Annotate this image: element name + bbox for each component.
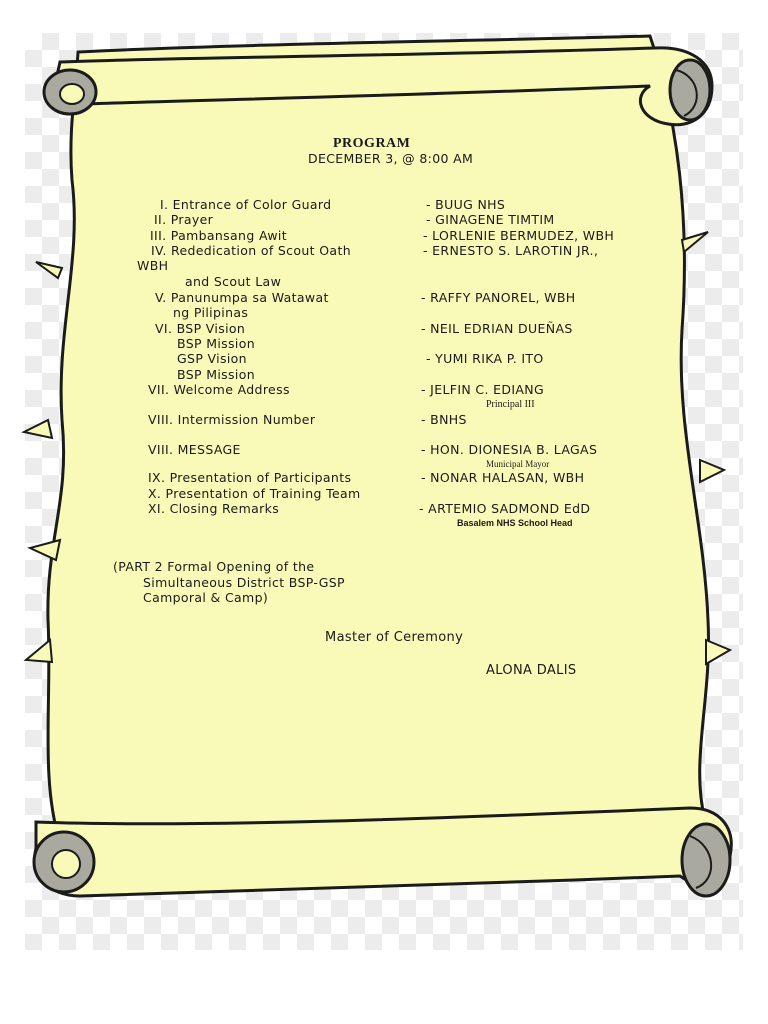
program-item-11-performer: - NONAR HALASAN, WBH [421,470,585,485]
program-item-13-performer-title: Basalem NHS School Head [457,518,573,528]
program-item-8-label: VII. Welcome Address [148,382,290,397]
program-item-4-continuation: and Scout Law [185,274,282,289]
program-item-9-label: VIII. Intermission Number [148,412,316,427]
program-item-6-performer: - NEIL EDRIAN DUEÑAS [421,321,573,336]
program-item-6-continuation: BSP Mission [177,336,255,351]
program-item-4-performer: - ERNESTO S. LAROTIN JR., [423,243,599,258]
master-of-ceremony-label: Master of Ceremony [325,630,464,645]
program-item-4-wrap: WBH [137,258,169,273]
part2-line-1: (PART 2 Formal Opening of the [113,559,315,574]
master-of-ceremony-name: ALONA DALIS [486,663,577,678]
program-item-5-performer: - RAFFY PANOREL, WBH [421,290,576,305]
program-item-8-performer: - JELFIN C. EDIANG [421,382,545,397]
program-item-13-performer: - ARTEMIO SADMOND EdD [419,501,591,516]
program-item-9-performer: - BNHS [421,412,467,427]
program-item-2-performer: - GINAGENE TIMTIM [426,212,555,227]
program-item-7-performer: - YUMI RIKA P. ITO [426,351,544,366]
program-item-10-label: VIII. MESSAGE [148,442,241,457]
program-item-5-label: V. Panunumpa sa Watawat [155,290,329,305]
program-item-5-continuation: ng Pilipinas [173,305,249,320]
program-item-3-label: III. Pambansang Awit [150,228,287,243]
program-item-3-performer: - LORLENIE BERMUDEZ, WBH [423,228,615,243]
program-item-10-performer: - HON. DIONESIA B. LAGAS [421,442,598,457]
program-item-7-continuation: BSP Mission [177,367,255,382]
program-item-6-label: VI. BSP Vision [155,321,246,336]
program-item-7-label: GSP Vision [177,351,247,366]
program-item-2-label: II. Prayer [154,212,214,227]
program-item-8-performer-title: Principal III [486,399,535,410]
program-item-12-label: X. Presentation of Training Team [148,486,361,501]
program-item-11-label: IX. Presentation of Participants [148,470,352,485]
program-title: PROGRAM [333,136,411,151]
program-item-1-performer: - BUUG NHS [426,197,506,212]
part2-line-3: Camporal & Camp) [143,590,269,605]
program-item-4-label: IV. Rededication of Scout Oath [151,243,351,258]
program-date: DECEMBER 3, @ 8:00 AM [308,151,474,166]
program-item-1-label: I. Entrance of Color Guard [160,197,332,212]
part2-line-2: Simultaneous District BSP-GSP [143,575,345,590]
program-item-13-label: XI. Closing Remarks [148,501,280,516]
program-item-10-performer-title: Municipal Mayor [486,459,550,469]
